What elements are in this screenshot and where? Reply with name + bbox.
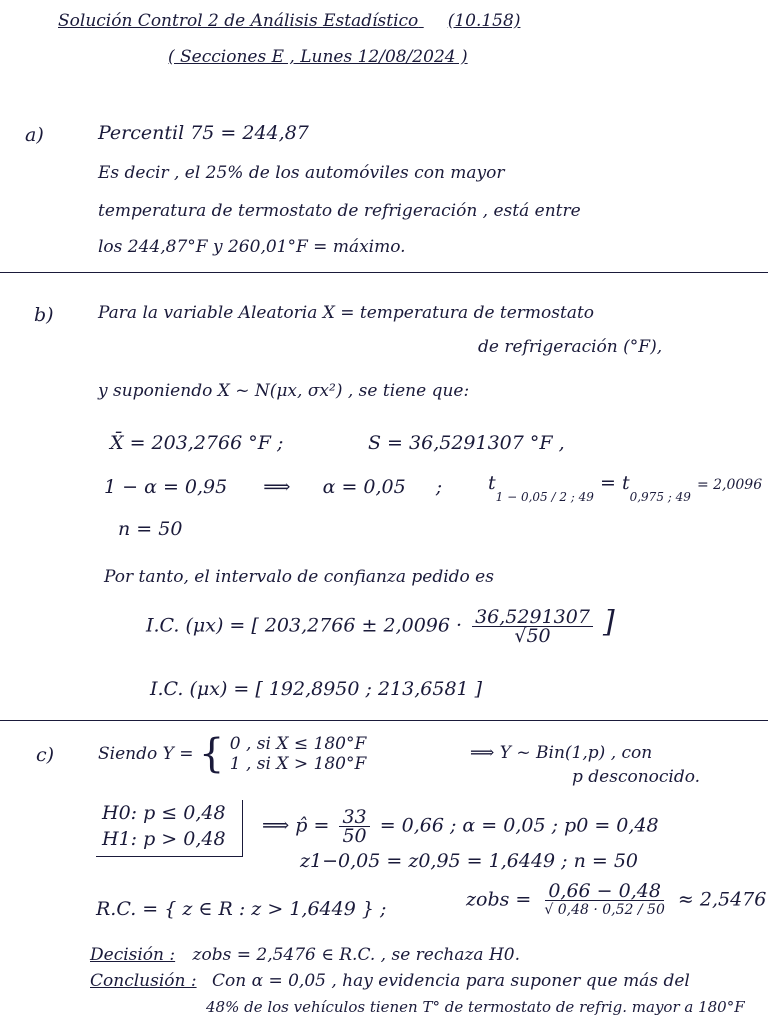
siendo-text: Siendo Y =	[98, 744, 194, 764]
distribution-result-2: p desconocido.	[572, 767, 701, 787]
distribution-result: ⟹ Y ~ Bin(1,p) , con	[470, 743, 653, 763]
phat-numerator: 33	[339, 808, 369, 827]
critical-z-line: z1−0,05 = z0,95 = 1,6449 ; n = 50	[300, 850, 639, 872]
ci-expression	[146, 604, 615, 647]
implies-arrow: ⟹	[263, 476, 291, 498]
document-subtitle: ( Secciones E , Lunes 12/08/2024 )	[168, 47, 468, 67]
phat-lhs: ⟹ p̂ =	[262, 814, 330, 837]
sample-sd: S = 36,5291307 °F ,	[368, 432, 565, 454]
left-brace: {	[198, 731, 225, 777]
conf-text: 1 − α = 0,95	[104, 476, 228, 498]
zobs-value: ≈ 2,5476	[677, 888, 767, 911]
part-c-label: c)	[36, 744, 55, 766]
case-2: 1 , si X > 180°F	[229, 754, 367, 774]
sample-size: n = 50	[118, 518, 183, 540]
rejection-region: R.C. = { z ∈ R : z > 1,6449 } ;	[96, 898, 387, 920]
confidence-level	[104, 476, 442, 498]
title-text: Solución Control 2 de Análisis Estadístico	[58, 11, 419, 31]
section-divider-1	[0, 272, 768, 273]
part-a-line4: los 244,87°F y 260,01°F = máximo.	[98, 237, 406, 257]
document-title	[58, 10, 520, 32]
ci-result: I.C. (μx) = [ 192,8950 ; 213,6581 ]	[150, 678, 483, 700]
alpha-value: α = 0,05	[322, 476, 406, 498]
t-subscript-2: 0,975 ; 49	[629, 490, 691, 504]
t-equals: = t	[599, 472, 630, 494]
phat-rhs: = 0,66 ; α = 0,05 ; p0 = 0,48	[379, 814, 659, 837]
part-a-line1: Percentil 75 = 244,87	[98, 122, 309, 144]
conclusion-label: Conclusión :	[90, 971, 197, 991]
course-code: (10.158)	[447, 11, 521, 31]
ci-fraction	[472, 608, 593, 645]
zobs-fraction	[541, 882, 668, 919]
case-1: 0 , si X ≤ 180°F	[229, 734, 367, 754]
phat-line	[262, 808, 659, 845]
ci-close-bracket: ]	[602, 604, 615, 640]
cases	[230, 734, 367, 774]
decision-line	[90, 944, 520, 966]
part-b-line1: Para la variable Aleatoria X = temperatura de termostato	[98, 303, 595, 323]
separator: ;	[435, 476, 443, 498]
part-b-line3: y suponiendo X ~ N(μx, σx²) , se tiene que:	[98, 381, 470, 401]
ci-denominator: √50	[514, 625, 551, 647]
decision-text: zobs = 2,5476 ∈ R.C. , se rechaza H0.	[192, 945, 520, 965]
conclusion-text-1: Con α = 0,05 , hay evidencia para suponer que más del	[211, 971, 690, 991]
sample-mean: X̄ = 203,2766 °F ;	[110, 432, 284, 454]
section-divider-2	[0, 720, 768, 721]
part-a-line2: Es decir , el 25% de los automóviles con mayor	[98, 163, 505, 183]
part-a-line3: temperatura de termostato de refrigeración , está entre	[98, 201, 581, 221]
t-value: = 2,0096	[696, 477, 763, 493]
zobs-denominator: √ 0,48 · 0,52 / 50	[544, 902, 665, 918]
t-quantile	[488, 472, 763, 504]
conclusion-line	[90, 970, 690, 992]
phat-fraction	[339, 808, 369, 845]
decision-label: Decisión :	[90, 945, 176, 965]
interval-intro: Por tanto, el intervalo de confianza pedido es	[104, 567, 494, 587]
phat-denominator: 50	[342, 825, 367, 847]
t-subscript-1: 1 − 0,05 / 2 ; 49	[495, 490, 594, 504]
alt-hypothesis: H1: p > 0,48	[102, 828, 226, 850]
t-symbol: t	[488, 472, 496, 494]
zobs-numerator: 0,66 − 0,48	[545, 882, 664, 901]
zobs-lhs: zobs =	[466, 888, 532, 911]
ci-lhs: I.C. (μx) = [ 203,2766 ± 2,0096 ·	[146, 614, 463, 637]
part-b-line2: de refrigeración (°F),	[478, 337, 663, 357]
null-hypothesis: H0: p ≤ 0,48	[102, 802, 226, 824]
z-observed	[466, 882, 766, 919]
part-a-label: a)	[25, 124, 44, 146]
ci-numerator: 36,5291307	[472, 608, 593, 627]
part-b-label: b)	[34, 304, 54, 326]
conclusion-line-2: 48% de los vehículos tienen T° de termostato de refrig. mayor a 180°F	[206, 998, 745, 1016]
indicator-definition	[98, 731, 367, 777]
